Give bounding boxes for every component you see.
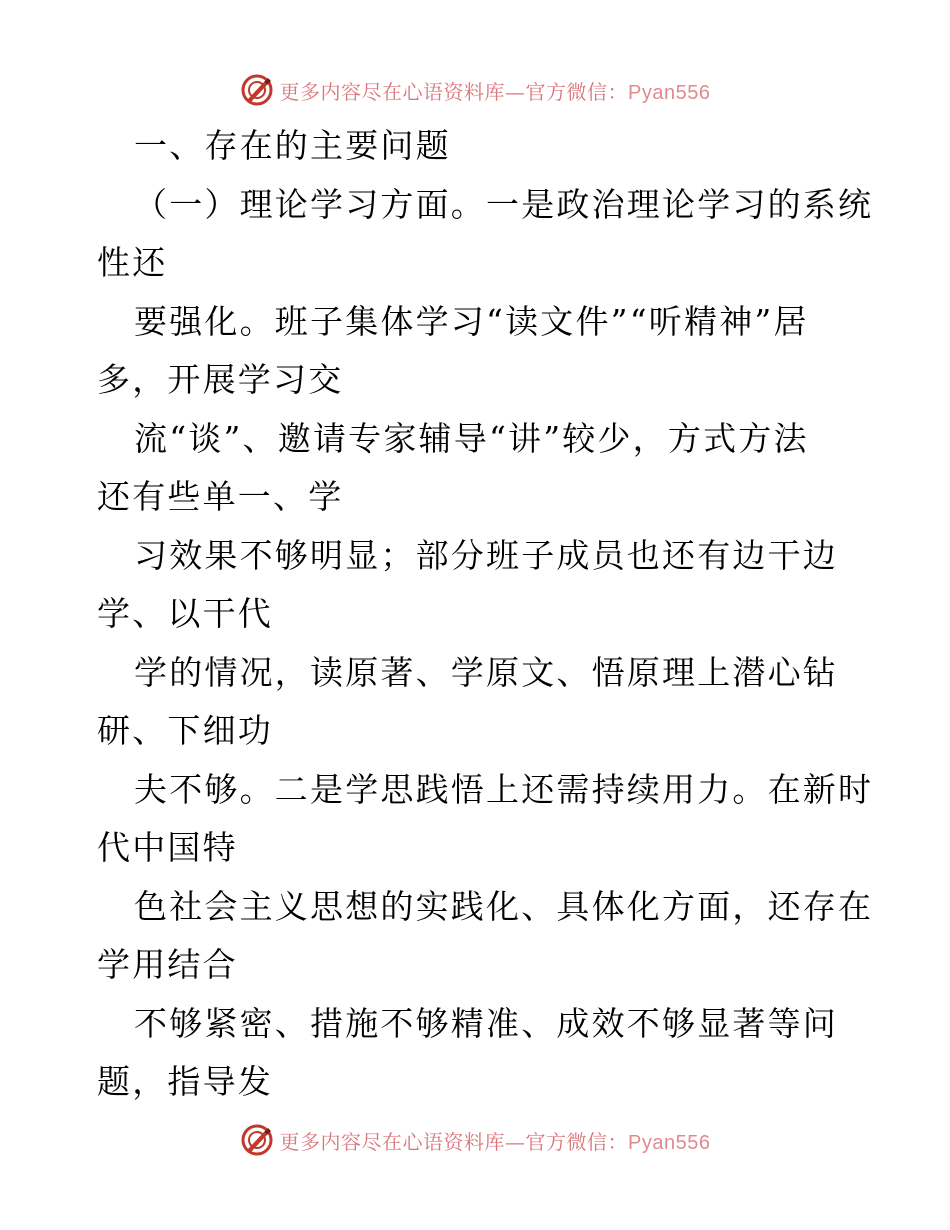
header-wechat-id: Pyan556 (628, 81, 711, 104)
text-line: 研、下细功 (97, 711, 273, 750)
text-line: 多，开展学习交 (97, 360, 344, 399)
footer-brand-text (280, 1126, 711, 1155)
text-line: 要强化。班子集体学习“读文件”“听精神”居 (134, 302, 809, 341)
footer-brand-label: 更多内容尽在心语资料库—官方微信： (279, 1129, 629, 1154)
text-line: 学、以干代 (97, 594, 273, 633)
header-banner (0, 70, 950, 110)
brand-logo-icon (240, 73, 274, 107)
text-line: 性还 (97, 243, 168, 282)
text-line: 夫不够。二是学思践悟上还需持续用力。在新时 (134, 770, 874, 809)
text-line: 学用结合 (97, 945, 238, 984)
text-line: 流“谈”、邀请专家辅导“讲”较少，方式方法 (134, 419, 809, 458)
text-line: 不够紧密、措施不够精准、成效不够显著等问 (134, 1004, 838, 1043)
brand-logo-icon (240, 1123, 274, 1157)
text-line: 学的情况，读原著、学原文、悟原理上潜心钻 (134, 653, 838, 692)
header-brand-text (280, 76, 711, 105)
text-line: 习效果不够明显；部分班子成员也还有边干边 (134, 536, 838, 575)
text-line: 代中国特 (97, 828, 238, 867)
footer-wechat-id: Pyan556 (628, 1131, 711, 1154)
text-line: 还有些单一、学 (97, 477, 344, 516)
header-brand-label: 更多内容尽在心语资料库—官方微信： (279, 79, 629, 104)
footer-banner-inner (240, 1123, 711, 1157)
text-line: 题，指导发 (97, 1062, 273, 1101)
text-line: （一）理论学习方面。一是政治理论学习的系统 (134, 185, 874, 224)
header-banner-inner (240, 73, 711, 107)
text-line: 色社会主义思想的实践化、具体化方面，还存在 (134, 887, 874, 926)
footer-banner (0, 1120, 950, 1160)
text-line: 一、存在的主要问题 (134, 126, 451, 165)
